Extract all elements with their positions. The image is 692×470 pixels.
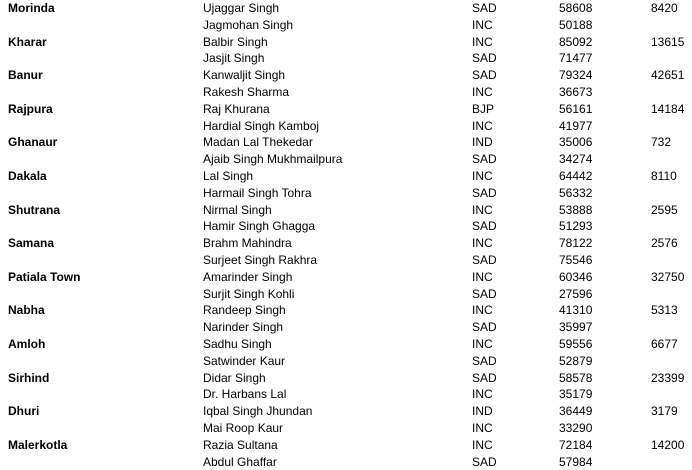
table-row [0, 319, 692, 336]
constituency-cell: Kharar [8, 34, 47, 49]
votes-cell: 85092 [559, 34, 593, 49]
party-cell: SAD [472, 353, 497, 368]
party-cell: INC [472, 437, 493, 452]
votes-cell: 34274 [559, 152, 593, 167]
candidate-cell: Surjit Singh Kohli [203, 286, 295, 301]
votes-cell: 50188 [559, 17, 593, 32]
table-row [0, 386, 692, 403]
table-row [0, 101, 692, 118]
candidate-cell: Dr. Harbans Lal [203, 387, 287, 402]
table-row [0, 17, 692, 34]
candidate-cell: Randeep Singh [203, 303, 286, 318]
votes-cell: 35006 [559, 135, 593, 150]
votes-cell: 75546 [559, 252, 593, 267]
constituency-cell: Banur [8, 68, 43, 83]
party-cell: INC [472, 34, 493, 49]
party-cell: SAD [472, 51, 497, 66]
table-row [0, 0, 692, 17]
constituency-cell: Dakala [8, 168, 47, 183]
constituency-cell: Patiala Town [8, 269, 81, 284]
margin-cell: 8420 [651, 1, 678, 15]
party-cell: INC [472, 269, 493, 284]
constituency-cell: Sirhind [8, 370, 50, 385]
candidate-cell: Didar Singh [203, 370, 266, 385]
party-cell: INC [472, 17, 493, 32]
margin-cell: 14200 [651, 437, 685, 452]
candidate-cell: Jagmohan Singh [203, 17, 294, 32]
table-row [0, 437, 692, 454]
votes-cell: 52879 [559, 353, 593, 368]
votes-cell: 27596 [559, 286, 593, 301]
votes-cell: 56161 [559, 101, 593, 116]
constituency-cell: Morinda [8, 1, 55, 15]
margin-cell: 6677 [651, 336, 678, 351]
table-row [0, 34, 692, 51]
constituency-cell: Ghanaur [8, 135, 58, 150]
table-row [0, 118, 692, 135]
votes-cell: 36673 [559, 84, 593, 99]
party-cell: INC [472, 236, 493, 251]
votes-cell: 56332 [559, 185, 593, 200]
party-cell: INC [472, 118, 493, 133]
party-cell: INC [472, 336, 493, 351]
constituency-cell: Samana [8, 236, 55, 251]
table-row [0, 302, 692, 319]
party-cell: SAD [472, 1, 497, 15]
table-row [0, 151, 692, 168]
votes-cell: 57984 [559, 454, 593, 469]
table-row [0, 420, 692, 437]
votes-cell: 59556 [559, 336, 593, 351]
table-row [0, 353, 692, 370]
constituency-cell: Nabha [8, 303, 45, 318]
party-cell: INC [472, 387, 493, 402]
votes-cell: 35179 [559, 387, 593, 402]
votes-cell: 33290 [559, 420, 593, 435]
candidate-cell: Madan Lal Thekedar [203, 135, 313, 150]
margin-cell: 32750 [651, 269, 685, 284]
table-row [0, 286, 692, 303]
candidate-cell: Razia Sultana [203, 437, 278, 452]
candidate-cell: Ajaib Singh Mukhmailpura [203, 152, 343, 167]
party-cell: BJP [472, 101, 495, 116]
party-cell: INC [472, 420, 493, 435]
party-cell: SAD [472, 68, 497, 83]
party-cell: SAD [472, 152, 497, 167]
margin-cell: 2595 [651, 202, 678, 217]
margin-cell: 3179 [651, 404, 678, 419]
candidate-cell: Brahm Mahindra [203, 236, 292, 251]
party-cell: INC [472, 303, 493, 318]
table-row [0, 252, 692, 269]
candidate-cell: Ujaggar Singh [203, 1, 280, 15]
candidate-cell: Harmail Singh Tohra [203, 185, 312, 200]
party-cell: INC [472, 202, 493, 217]
party-cell: SAD [472, 219, 497, 234]
margin-cell: 5313 [651, 303, 678, 318]
constituency-cell: Dhuri [8, 404, 40, 419]
votes-cell: 53888 [559, 202, 593, 217]
table-row [0, 84, 692, 101]
candidate-cell: Nirmal Singh [203, 202, 272, 217]
votes-cell: 58578 [559, 370, 593, 385]
votes-cell: 51293 [559, 219, 593, 234]
candidate-cell: Rakesh Sharma [203, 84, 290, 99]
votes-cell: 78122 [559, 236, 593, 251]
candidate-cell: Abdul Ghaffar [203, 454, 277, 469]
constituency-cell: Malerkotla [8, 437, 68, 452]
candidate-cell: Kanwaljit Singh [203, 68, 286, 83]
votes-cell: 41977 [559, 118, 593, 133]
table-row [0, 50, 692, 67]
table-row [0, 269, 692, 286]
table-row [0, 168, 692, 185]
table-row [0, 403, 692, 420]
candidate-cell: Mai Roop Kaur [203, 420, 284, 435]
table-row [0, 336, 692, 353]
party-cell: SAD [472, 320, 497, 335]
candidate-cell: Raj Khurana [203, 101, 270, 116]
votes-cell: 72184 [559, 437, 593, 452]
votes-cell: 79324 [559, 68, 593, 83]
candidate-cell: Satwinder Kaur [203, 353, 286, 368]
margin-cell: 42651 [651, 68, 685, 83]
margin-cell: 8110 [651, 168, 677, 183]
party-cell: SAD [472, 252, 497, 267]
candidate-cell: Iqbal Singh Jhundan [203, 404, 313, 419]
table-row [0, 67, 692, 84]
candidate-cell: Hamir Singh Ghagga [203, 219, 316, 234]
party-cell: SAD [472, 286, 497, 301]
party-cell: SAD [472, 185, 497, 200]
candidate-cell: Amarinder Singh [203, 269, 293, 284]
votes-cell: 64442 [559, 168, 593, 183]
table-row [0, 218, 692, 235]
table-row [0, 202, 692, 219]
votes-cell: 41310 [559, 303, 593, 318]
party-cell: INC [472, 168, 493, 183]
margin-cell: 2576 [651, 236, 678, 251]
candidate-cell: Narinder Singh [203, 320, 284, 335]
candidate-cell: Sadhu Singh [203, 336, 272, 351]
votes-cell: 58608 [559, 1, 593, 15]
table-row [0, 134, 692, 151]
party-cell: SAD [472, 370, 497, 385]
candidate-cell: Surjeet Singh Rakhra [203, 252, 318, 267]
party-cell: IND [472, 404, 493, 419]
table-row [0, 235, 692, 252]
candidate-cell: Hardial Singh Kamboj [203, 118, 320, 133]
party-cell: IND [472, 135, 493, 150]
margin-cell: 13615 [651, 34, 685, 49]
margin-cell: 14184 [651, 101, 685, 116]
constituency-cell: Rajpura [8, 101, 53, 116]
constituency-cell: Shutrana [8, 202, 61, 217]
votes-cell: 35997 [559, 320, 593, 335]
votes-cell: 71477 [559, 51, 593, 66]
constituency-cell: Amloh [8, 336, 46, 351]
candidate-cell: Balbir Singh [203, 34, 268, 49]
table-row [0, 370, 692, 387]
votes-cell: 36449 [559, 404, 593, 419]
margin-cell: 23399 [651, 370, 685, 385]
candidate-cell: Jasjit Singh [203, 51, 265, 66]
table-row [0, 454, 692, 470]
table-row [0, 185, 692, 202]
party-cell: INC [472, 84, 493, 99]
candidate-cell: Lal Singh [203, 168, 254, 183]
party-cell: SAD [472, 454, 497, 469]
votes-cell: 60346 [559, 269, 593, 284]
margin-cell: 732 [651, 135, 672, 150]
